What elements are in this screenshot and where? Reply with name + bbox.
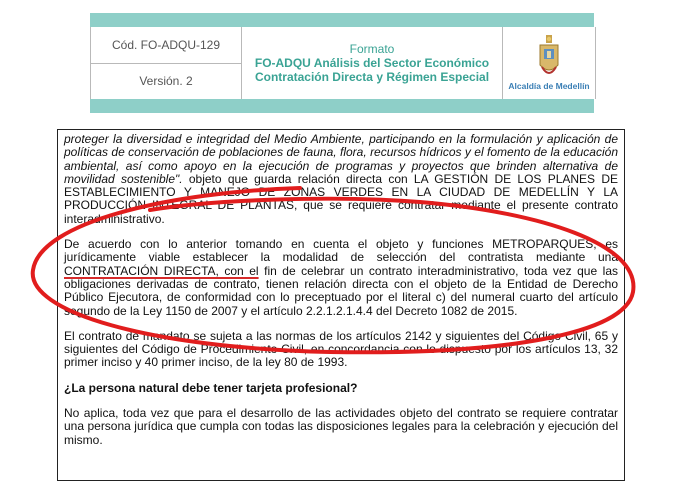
header-table (90, 27, 596, 99)
organization-name: Alcaldía de Medellín (508, 81, 590, 91)
header-logo-column (503, 27, 595, 99)
underlined-contratacion-directa: CONTRATACIÓN DIRECTA, con el (64, 263, 259, 278)
paragraph-modality (64, 238, 618, 318)
paragraph-object (64, 133, 618, 226)
paragraph-object-rest: objeto que guarda relación directa con LA GESTIÓN DE LOS PLANES DE ESTABLECIMIENTO Y MANEJO DE ZONAS VERDES EN LA CIUDAD DE MEDELLÍN Y LA PRODUCCIÓN INTEGRAL DE PLANTAS, que se requiere contratar mediante el presente contrato interadministrativo. (64, 171, 618, 226)
medellin-coat-of-arms-icon (538, 35, 560, 79)
document-version: Versión. 2 (91, 63, 241, 100)
document-code: Cód. FO-ADQU-129 (111, 37, 221, 52)
document-header (90, 13, 594, 115)
format-label: Formato (349, 42, 395, 56)
question-heading: ¿La persona natural debe tener tarjeta profesional? (64, 380, 358, 395)
header-bottom-band (90, 99, 594, 113)
header-top-band (90, 13, 594, 27)
document-body (57, 129, 625, 481)
document-title-line2: Contratación Directa y Régimen Especial (254, 70, 490, 84)
paragraph-legal-basis: El contrato de mandato se sujeta a las normas de los artículos 2142 y siguientes del Código Civil, 65 y siguientes del Código de Procedimiento Civil, en concordancia con lo dispuesto por los artículos 13, 32 primer inciso y 40 primer inciso, de la ley 80 de 1993. (64, 328, 618, 370)
header-title-column (242, 27, 503, 99)
paragraph-answer: No aplica, toda vez que para el desarrollo de las actividades objeto del contrato se requiere contratar una persona jurídica que cumpla con todas las disposiciones legales para la celebración y ejecución del mismo. (64, 406, 618, 447)
paragraph-modality-start: De acuerdo con lo anterior tomando en cuenta el objeto y funciones METROPARQUES, es jurídicamente viable establecer la modalidad de selección del contratista mediante una (64, 237, 618, 265)
paragraph-object-italic: proteger la diversidad e integridad del Medio Ambiente, participando en la formulación y aplicación de políticas de conservación de poblaciones de fauna, flora, recursos hídricos y el fomento de la educación ambiental, así como apoyo en la ejecución de programas y proyectos que brinden alternativa de movilidad sostenible". (64, 132, 618, 186)
document-title-line1: FO-ADQU Análisis del Sector Económico (254, 56, 490, 70)
paragraph-modality-end: fin de celebrar un contrato interadministrativo, toda vez que las obligaciones derivadas de contrato, tienen relación directa con el objeto de la Entidad de Derecho Público Ejecutora, de conformidad con lo preceptuado por el literal c) del numeral cuarto del artículo segundo de la Ley 1150 de 2007 y el artículo 2.2.1.2.1.4.4 del Decreto 1082 de 2015. (64, 263, 618, 318)
header-meta-column (91, 27, 242, 99)
